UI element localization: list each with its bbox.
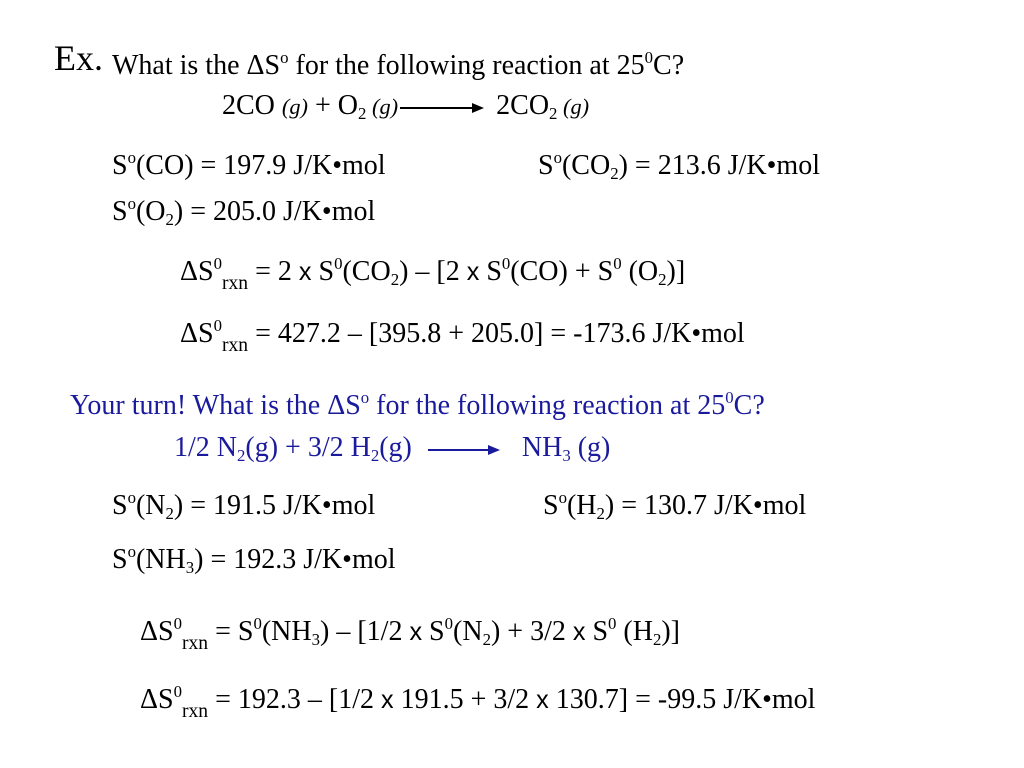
- reaction-arrow-icon: [398, 100, 486, 116]
- example-reaction: 2CO $(g) + O_2$ (g) $2CO_2$ (g): [222, 90, 590, 124]
- s-n2-value: $S^o(N_2) = 191.5$ J/K•mol: [112, 488, 376, 524]
- turn-result: $\Delta S^0_{rxn} = 192.3 - [1/2$ x 191.5 + 3/2 x 130.7] = -99.5 J/K•mol: [140, 682, 816, 722]
- example-result: $\Delta S^0_{rxn} = 427.2 - [395.8 + 205.0] = -173.6$ J/K•mol: [180, 316, 745, 356]
- turn-formula: $\Delta S^0_{rxn} = S^0(NH_3) - [1/2$ x $S^0(N_2) + 3/2$ x $S^0$ $(H_2)$]: [140, 614, 681, 654]
- turn-reaction: 1/2 $N_2(g) + 3/2$ $H_2(g)$ $NH_3$ (g): [174, 432, 611, 466]
- example-question: What is the $\Delta S^o$ for the following reaction at $25^0C$?: [112, 48, 685, 81]
- s-h2-value: $S^o(H_2) = 130.7$ J/K•mol: [543, 488, 807, 524]
- turn-question: Your turn! What is the $\Delta S^o$ for the following reaction at $25^0C$?: [70, 388, 765, 421]
- example-label: Ex.: [54, 38, 103, 78]
- example-formula: $\Delta S^0_{rxn} = 2$ x $S^0(CO_2) - [2$ x $S^0(CO) + S^0$ $(O_2)$]: [180, 254, 686, 294]
- s-nh3-value: $S^o(NH_3) = 192.3$ J/K•mol: [112, 542, 396, 578]
- reaction-arrow-icon: [426, 442, 502, 458]
- s-o2-value: $S^o(O_2) = 205.0$ J/K•mol: [112, 194, 376, 230]
- s-co2-value: $S^o(CO_2) = 213.6$ J/K•mol: [538, 148, 820, 184]
- s-co-value: $S^o(CO) = 197.9$ J/K•mol: [112, 148, 386, 181]
